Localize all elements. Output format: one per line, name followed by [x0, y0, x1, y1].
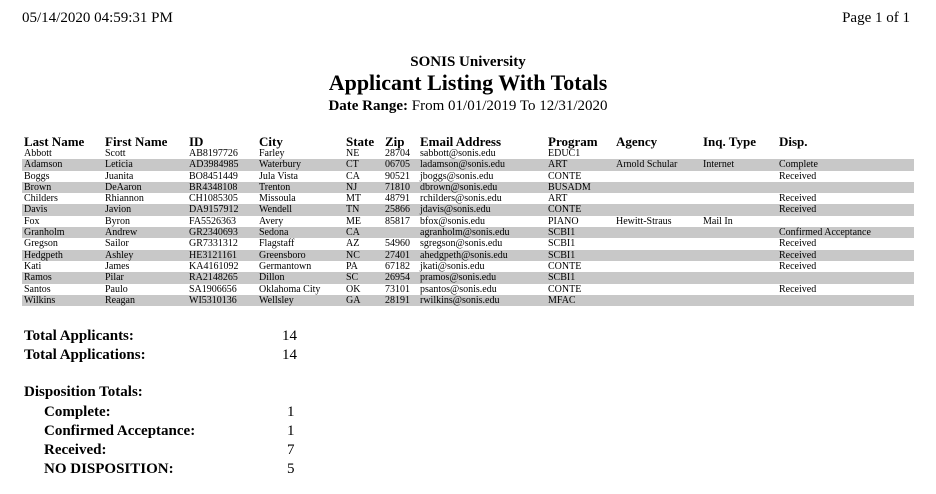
cell-program: SCBI1	[546, 250, 614, 261]
cell-program: CONTE	[548, 260, 582, 272]
disposition-totals-heading: Disposition Totals:	[24, 384, 143, 400]
cell-state: PA	[346, 260, 358, 272]
cell-id: GR7331312	[189, 238, 238, 250]
cell-disposition	[777, 295, 914, 306]
cell-id: CH1085305	[189, 193, 238, 205]
column-header-email: Email Address	[420, 134, 502, 149]
date-range-value: From 01/01/2019 To 12/31/2020	[408, 98, 608, 114]
table-row	[22, 193, 914, 204]
cell-first-name: Javion	[103, 204, 187, 215]
cell-last-name: Davis	[22, 204, 103, 215]
table-row	[22, 284, 914, 295]
cell-program: ART	[548, 193, 568, 205]
cell-program: SCBI1	[548, 238, 576, 250]
cell-state: NE	[346, 148, 360, 159]
cell-disposition	[777, 216, 914, 227]
disposition-value: 7	[287, 442, 295, 458]
disposition-row	[44, 442, 106, 459]
disposition-row	[44, 404, 111, 421]
cell-email: pramos@sonis.edu	[418, 272, 546, 283]
disposition-value: 1	[287, 423, 295, 439]
cell-agency: Hewitt-Straus	[616, 215, 672, 227]
cell-zip: 73101	[385, 283, 410, 295]
cell-id: HE3121161	[187, 250, 257, 261]
cell-inq-type: Internet	[701, 159, 777, 170]
cell-first-name: Juanita	[105, 170, 134, 182]
cell-agency	[614, 204, 701, 215]
cell-city: Dillon	[257, 272, 344, 283]
column-header-state: State	[346, 134, 375, 149]
cell-email: ladamson@sonis.edu	[418, 159, 546, 170]
cell-disposition: Received	[779, 260, 817, 272]
cell-state: CT	[344, 159, 383, 170]
cell-inq-type: Mail In	[703, 215, 733, 227]
cell-id: GR2340693	[187, 227, 257, 238]
table-row	[22, 295, 914, 306]
cell-program: CONTE	[546, 204, 614, 215]
cell-state: GA	[344, 295, 383, 306]
cell-inq-type	[701, 238, 777, 249]
cell-first-name: Pilar	[103, 272, 187, 283]
cell-state: TN	[344, 204, 383, 215]
cell-first-name: Paulo	[105, 283, 128, 295]
column-header-agency: Agency	[616, 134, 658, 149]
cell-state: ME	[346, 215, 361, 227]
cell-agency	[614, 238, 701, 249]
cell-zip: 85817	[385, 215, 410, 227]
column-header-program: Program	[548, 134, 598, 149]
cell-agency	[614, 284, 701, 295]
cell-state: OK	[346, 283, 361, 295]
cell-zip: 25866	[383, 204, 418, 215]
total-applicants-label: Total Applicants:	[24, 328, 134, 344]
cell-agency	[614, 193, 701, 204]
cell-disposition: Received	[779, 170, 817, 182]
cell-state: CA	[344, 227, 383, 238]
column-header-city: City	[259, 134, 283, 149]
column-header-first-name: First Name	[105, 134, 168, 149]
cell-zip: 28191	[383, 295, 418, 306]
cell-zip: 54960	[385, 238, 410, 250]
cell-last-name: Granholm	[22, 227, 103, 238]
cell-id: DA9157912	[187, 204, 257, 215]
cell-disposition	[777, 182, 914, 193]
cell-zip: 71810	[383, 182, 418, 193]
table-body	[22, 148, 914, 306]
cell-disposition	[777, 272, 914, 283]
cell-agency	[614, 250, 701, 261]
cell-last-name: Kati	[24, 260, 42, 272]
cell-city: Farley	[259, 148, 285, 159]
table-row	[22, 148, 914, 159]
column-header-id: ID	[189, 134, 204, 149]
cell-agency	[614, 227, 701, 238]
cell-first-name: Rhiannon	[105, 193, 144, 205]
cell-email: jdavis@sonis.edu	[418, 204, 546, 215]
column-header-disposition: Disp.	[779, 134, 808, 149]
cell-inq-type	[701, 261, 777, 272]
cell-zip: 67182	[385, 260, 410, 272]
cell-first-name: Byron	[105, 215, 130, 227]
cell-first-name: Leticia	[103, 159, 187, 170]
cell-first-name: Sailor	[105, 238, 129, 250]
cell-id: BR4348108	[187, 182, 257, 193]
table-row	[22, 250, 914, 261]
total-applications-value: 14	[282, 347, 297, 363]
cell-zip: 48791	[385, 193, 410, 205]
disposition-label: Received:	[44, 442, 107, 458]
cell-disposition	[777, 148, 914, 159]
table-row	[22, 204, 914, 215]
cell-city: Germantown	[259, 260, 312, 272]
disposition-value: 1	[287, 404, 295, 420]
column-header-last-name: Last Name	[24, 134, 85, 149]
cell-last-name: Boggs	[24, 170, 50, 182]
disposition-heading-row	[24, 384, 143, 401]
cell-zip: 26954	[383, 272, 418, 283]
cell-zip	[383, 227, 418, 238]
total-applicants-row	[24, 328, 134, 345]
cell-program: EDUC1	[548, 148, 581, 159]
cell-city: Jula Vista	[259, 170, 298, 182]
disposition-row	[44, 461, 174, 478]
cell-agency	[614, 148, 701, 159]
cell-email: dbrown@sonis.edu	[418, 182, 546, 193]
cell-inq-type	[701, 295, 777, 306]
cell-first-name: Scott	[105, 148, 126, 159]
cell-city: Waterbury	[257, 159, 344, 170]
cell-state: CA	[346, 170, 360, 182]
cell-id: AD3984985	[187, 159, 257, 170]
cell-program: CONTE	[548, 283, 582, 295]
report-title-block	[0, 54, 936, 116]
cell-city: Wendell	[257, 204, 344, 215]
cell-zip: 27401	[383, 250, 418, 261]
cell-city: Sedona	[257, 227, 344, 238]
cell-email: jboggs@sonis.edu	[420, 170, 494, 182]
applicant-table	[22, 135, 914, 306]
cell-last-name: Hedgpeth	[22, 250, 103, 261]
table-row	[22, 272, 914, 283]
table-row	[22, 171, 914, 182]
cell-inq-type	[701, 284, 777, 295]
total-applications-row	[24, 347, 146, 364]
column-header-inq-type: Inq. Type	[703, 134, 756, 149]
cell-zip: 28704	[385, 148, 410, 159]
cell-last-name: Ramos	[22, 272, 103, 283]
cell-city: Avery	[259, 215, 284, 227]
cell-last-name: Gregson	[24, 238, 58, 250]
cell-email: sabbott@sonis.edu	[420, 148, 496, 159]
column-header-zip: Zip	[385, 134, 405, 149]
cell-agency	[614, 261, 701, 272]
cell-first-name: Reagan	[103, 295, 187, 306]
cell-agency	[614, 171, 701, 182]
cell-first-name: DeAaron	[103, 182, 187, 193]
cell-program: SCBI1	[546, 227, 614, 238]
cell-first-name: Ashley	[103, 250, 187, 261]
cell-inq-type	[701, 272, 777, 283]
cell-id: RA2148265	[187, 272, 257, 283]
cell-state: AZ	[346, 238, 360, 250]
report-datetime: 05/14/2020 04:59:31 PM	[22, 10, 173, 26]
date-range	[0, 96, 936, 116]
cell-program: CONTE	[548, 170, 582, 182]
disposition-label: Confirmed Acceptance:	[44, 423, 196, 439]
cell-city: Oklahoma City	[259, 283, 321, 295]
cell-state: SC	[344, 272, 383, 283]
cell-inq-type	[701, 148, 777, 159]
cell-first-name: Andrew	[103, 227, 187, 238]
cell-email: rchilders@sonis.edu	[420, 193, 502, 205]
cell-city: Greensboro	[257, 250, 344, 261]
cell-email: bfox@sonis.edu	[420, 215, 486, 227]
date-range-label: Date Range:	[328, 98, 409, 114]
cell-id: BO8451449	[189, 170, 238, 182]
report-title: Applicant Listing With Totals	[328, 70, 608, 95]
cell-last-name: Fox	[24, 215, 40, 227]
cell-last-name: Abbott	[24, 148, 52, 159]
cell-disposition: Confirmed Acceptance	[777, 227, 914, 238]
cell-id: AB8197726	[189, 148, 238, 159]
cell-agency	[614, 295, 701, 306]
disposition-value: 5	[287, 461, 295, 477]
cell-email: ahedgpeth@sonis.edu	[418, 250, 546, 261]
cell-inq-type	[701, 204, 777, 215]
cell-agency: Arnold Schular	[614, 159, 701, 170]
cell-inq-type	[701, 171, 777, 182]
cell-city: Flagstaff	[259, 238, 295, 250]
cell-last-name: Brown	[22, 182, 103, 193]
cell-last-name: Childers	[24, 193, 58, 205]
cell-zip: 90521	[385, 170, 410, 182]
disposition-label: NO DISPOSITION:	[44, 461, 174, 477]
table-row	[22, 261, 914, 272]
cell-state: NC	[344, 250, 383, 261]
page-number: Page 1 of 1	[842, 10, 910, 26]
cell-email: psantos@sonis.edu	[420, 283, 497, 295]
cell-program: MFAC	[546, 295, 614, 306]
disposition-row	[44, 423, 195, 440]
cell-email: sgregson@sonis.edu	[420, 238, 503, 250]
cell-inq-type	[701, 227, 777, 238]
cell-inq-type	[701, 250, 777, 261]
cell-disposition: Received	[779, 283, 817, 295]
cell-city: Trenton	[257, 182, 344, 193]
table-header-row	[22, 135, 914, 148]
cell-last-name: Wilkins	[22, 295, 103, 306]
cell-id: WI5310136	[187, 295, 257, 306]
table-row	[22, 182, 914, 193]
cell-program: ART	[546, 159, 614, 170]
cell-id: KA4161092	[189, 260, 239, 272]
cell-program: BUSADM	[546, 182, 614, 193]
cell-disposition: Received	[779, 238, 817, 250]
cell-state: NJ	[344, 182, 383, 193]
cell-id: SA1906656	[189, 283, 237, 295]
table-row	[22, 216, 914, 227]
cell-zip: 06705	[383, 159, 418, 170]
total-applicants-value: 14	[282, 328, 297, 344]
cell-state: MT	[346, 193, 361, 205]
cell-id: FA5526363	[189, 215, 237, 227]
cell-email: agranholm@sonis.edu	[418, 227, 546, 238]
cell-inq-type	[701, 193, 777, 204]
cell-program: PIANO	[548, 215, 579, 227]
cell-email: jkati@sonis.edu	[420, 260, 485, 272]
cell-city: Missoula	[259, 193, 296, 205]
table-row	[22, 227, 914, 238]
table-row	[22, 159, 914, 170]
cell-email: rwilkins@sonis.edu	[418, 295, 546, 306]
cell-program: SCBI1	[546, 272, 614, 283]
university-name: SONIS University	[410, 54, 526, 70]
cell-last-name: Santos	[24, 283, 51, 295]
cell-last-name: Adamson	[22, 159, 103, 170]
cell-disposition: Complete	[777, 159, 914, 170]
cell-city: Wellsley	[257, 295, 344, 306]
cell-agency	[614, 182, 701, 193]
cell-inq-type	[701, 182, 777, 193]
cell-agency	[614, 272, 701, 283]
table-row	[22, 238, 914, 249]
disposition-label: Complete:	[44, 404, 111, 420]
total-applications-label: Total Applications:	[24, 347, 146, 363]
cell-disposition: Received	[777, 204, 914, 215]
cell-disposition: Received	[777, 250, 914, 261]
cell-first-name: James	[105, 260, 130, 272]
cell-disposition: Received	[779, 193, 817, 205]
